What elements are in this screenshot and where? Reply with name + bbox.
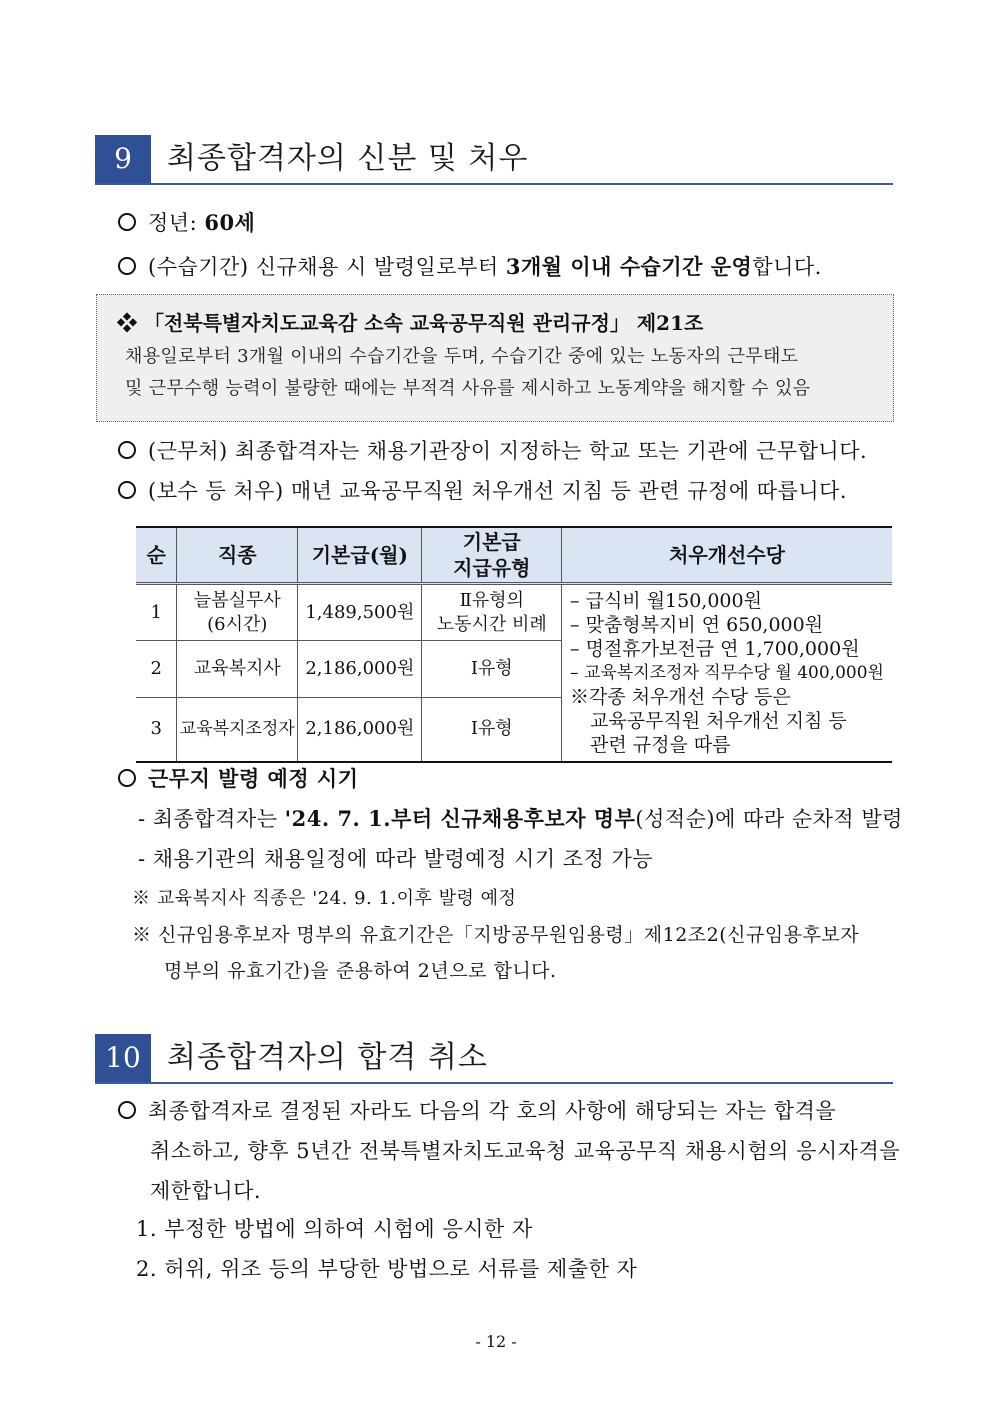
list-item: 1. 부정한 방법에 의하여 시험에 응시한 자 [136, 1217, 533, 1241]
table-cell: Ⅰ유형 [422, 641, 562, 697]
note: ※ 신규임용후보자 명부의 유효기간은「지방공무원임용령」제12조2(신규임용후보자 [132, 924, 860, 946]
allowance-item: – 교육복지조정자 직무수당 월 400,000원 [570, 663, 884, 683]
section-title: 최종합격자의 합격 취소 [167, 1040, 488, 1075]
table-cell: Ⅱ유형의 노동시간 비례 [422, 584, 562, 641]
allowance-item: – 급식비 월150,000원 [570, 590, 762, 612]
circle-bullet-icon [118, 1101, 136, 1119]
regulation-line: 채용일로부터 3개월 이내의 수습기간을 두며, 수습기간 중에 있는 노동자의 근무태도 [125, 346, 799, 367]
allowance-cell [562, 584, 892, 763]
table-header: 직종 [177, 527, 298, 584]
table-cell: 1,489,500원 [298, 584, 422, 641]
table-cell: 2 [136, 641, 177, 697]
table-cell: 2,186,000원 [298, 697, 422, 762]
regulation-title: ❖ 「전북특별자치도교육감 소속 교육공무직원 관리규정」 제21조 [117, 311, 704, 335]
schedule-title: 근무지 발령 예정 시기 [118, 764, 359, 794]
probation-text: (수습기간) 신규채용 시 발령일로부터 3개월 이내 수습기간 운영합니다. [118, 252, 822, 282]
cancellation-text: 제한합니다. [150, 1179, 262, 1203]
table-cell: 늘봄실무사 (6시간) [177, 584, 298, 641]
table-row [136, 584, 892, 641]
table-header: 처우개선수당 [562, 527, 892, 584]
note: ※ 교육복지사 직종은 '24. 9. 1.이후 발령 예정 [132, 888, 517, 909]
table-cell: 교육복지사 [177, 641, 298, 697]
section-title: 최종합격자의 신분 및 처우 [167, 141, 529, 176]
allowance-item: 교육공무직원 처우개선 지침 등 [590, 710, 847, 732]
allowance-item: – 맞춤형복지비 연 650,000원 [570, 614, 824, 636]
section-number: 9 [95, 135, 151, 183]
table-cell: Ⅰ유형 [422, 697, 562, 762]
circle-bullet-icon [118, 481, 136, 499]
table-cell: 2,186,000원 [298, 641, 422, 697]
circle-bullet-icon [118, 213, 136, 231]
schedule-item: - 최종합격자는 '24. 7. 1.부터 신규채용후보자 명부(성적순)에 따라 순차적 발령 [138, 806, 903, 831]
allowance-item: – 명절휴가보전금 연 1,700,000원 [570, 638, 860, 660]
table-cell: 1 [136, 584, 177, 641]
section-number: 10 [95, 1034, 151, 1082]
circle-bullet-icon [118, 257, 136, 275]
list-item: 2. 허위, 위조 등의 부당한 방법으로 서류를 제출한 자 [136, 1257, 638, 1281]
schedule-item: - 채용기관의 채용일정에 따라 발령예정 시기 조정 가능 [138, 847, 654, 871]
note: 명부의 유효기간)을 준용하여 2년으로 합니다. [164, 960, 557, 982]
table-header-row [136, 527, 892, 584]
allowance-item: ※각종 처우개선 수당 등은 [570, 686, 791, 708]
table-cell: 교육복지조정자 [177, 697, 298, 762]
allowance-item: 관련 규정을 따름 [590, 734, 731, 756]
retirement-age: 정년: 60세 [118, 208, 255, 238]
regulation-line: 및 근무수행 능력이 불량한 때에는 부적격 사유를 제시하고 노동계약을 해지할 수 있음 [125, 378, 811, 399]
workplace-text: (근무처) 최종합격자는 채용기관장이 지정하는 학교 또는 기관에 근무합니다. [118, 436, 867, 466]
section-10-header [95, 1034, 893, 1084]
cancellation-text: 최종합격자로 결정된 자라도 다음의 각 호의 사항에 해당되는 자는 합격을 [118, 1096, 836, 1126]
table-cell: 3 [136, 697, 177, 762]
pay-text: (보수 등 처우) 매년 교육공무직원 처우개선 지침 등 관련 규정에 따릅니다. [118, 476, 847, 506]
cancellation-text: 취소하고, 향후 5년간 전북특별자치도교육청 교육공무직 채용시험의 응시자격을 [150, 1139, 901, 1163]
regulation-box [96, 294, 894, 422]
circle-bullet-icon [118, 441, 136, 459]
circle-bullet-icon [118, 769, 136, 787]
table-header: 기본급(월) [298, 527, 422, 584]
section-9-header [95, 135, 893, 185]
page-number: - 12 - [475, 1332, 517, 1351]
table-header: 순 [136, 527, 177, 584]
pay-table [136, 526, 892, 763]
table-header: 기본급 지급유형 [422, 527, 562, 584]
